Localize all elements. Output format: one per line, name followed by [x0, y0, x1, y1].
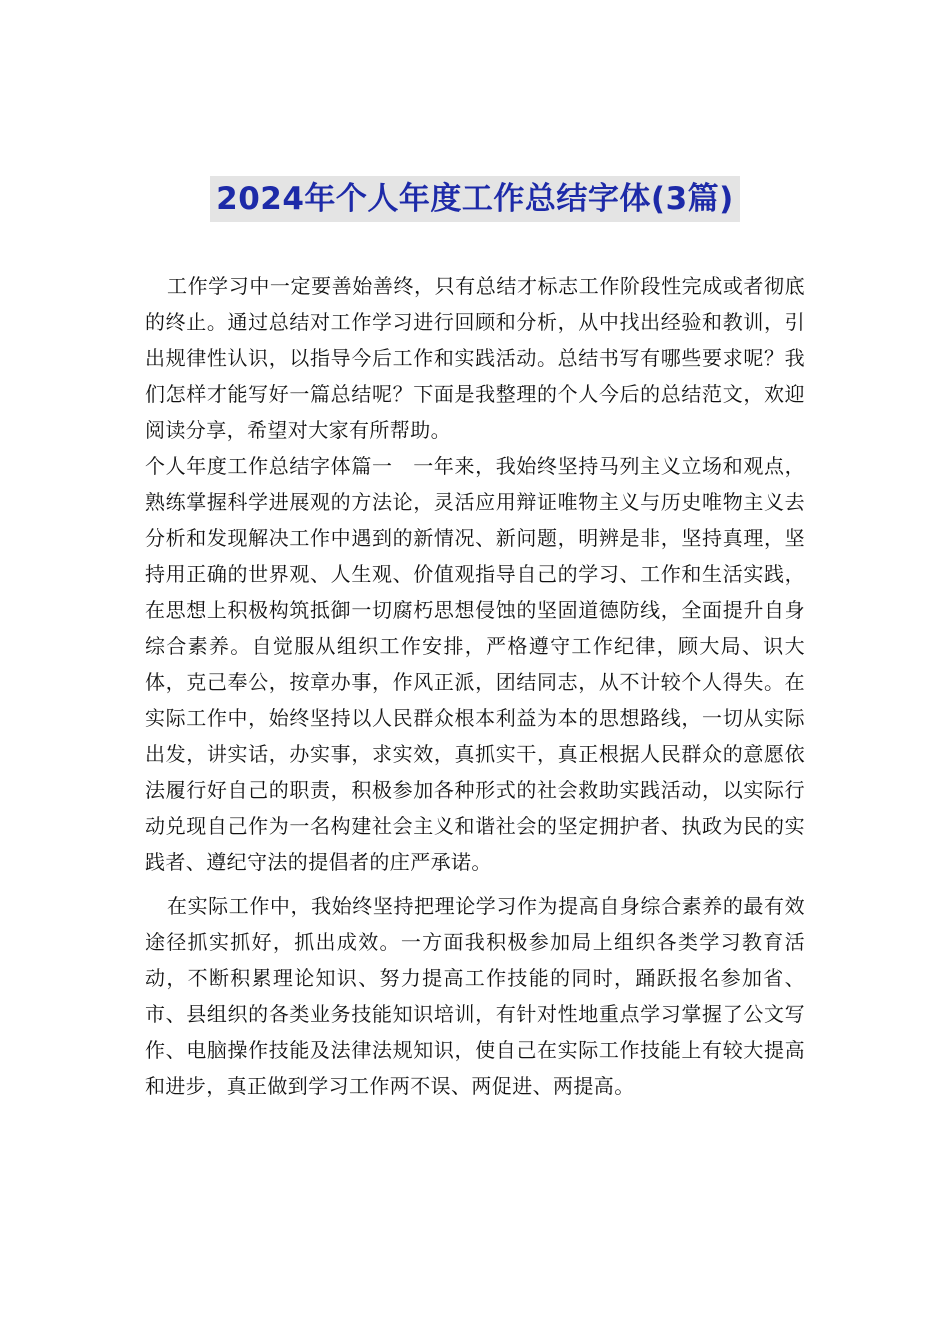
section-one-paragraph: 个人年度工作总结字体篇一 一年来，我始终坚持马列主义立场和观点，熟练掌握科学进展观的方法论，灵活应用辩证唯物主义与历史唯物主义去分析和发现解决工作中遇到的新情况、新问题，明辨是非，坚持真理，坚持用正确的世界观、人生观、价值观指导自己的学习、工作和生活实践，在思想上积极构筑抵御一切腐朽思想侵蚀的坚固道德防线，全面提升自身综合素养。自觉服从组织工作安排，严格遵守工作纪律，顾大局、识大体，克己奉公，按章办事，作风正派，团结同志，从不计较个人得失。在实际工作中，始终坚持以人民群众根本利益为本的思想路线，一切从实际出发，讲实话，办实事，求实效，真抓实干，真正根据人民群众的意愿依法履行好自己的职责，积极参加各种形式的社会救助实践活动，以实际行动兑现自己作为一名构建社会主义和谐社会的坚定拥护者、执政为民的实践者、遵纪守法的提倡者的庄严承诺。 [145, 454, 805, 874]
title-container [0, 176, 950, 222]
document-title: 2024年个人年度工作总结字体(3篇) [210, 176, 740, 222]
study-paragraph: 在实际工作中，我始终坚持把理论学习作为提高自身综合素养的最有效途径抓实抓好，抓出成效。一方面我积极参加局上组织各类学习教育活动，不断积累理论知识、努力提高工作技能的同时，踊跃报名参加省、市、县组织的各类业务技能知识培训，有针对性地重点学习掌握了公文写作、电脑操作技能及法律法规知识，使自己在实际工作技能上有较大提高和进步，真正做到学习工作两不误、两促进、两提高。 [145, 894, 805, 1098]
document-body [145, 268, 805, 1104]
intro-paragraph: 工作学习中一定要善始善终，只有总结才标志工作阶段性完成或者彻底的终止。通过总结对工作学习进行回顾和分析，从中找出经验和教训，引出规律性认识，以指导今后工作和实践活动。总结书写有哪些要求呢？我们怎样才能写好一篇总结呢？下面是我整理的个人今后的总结范文，欢迎阅读分享，希望对大家有所帮助。 [145, 274, 805, 442]
